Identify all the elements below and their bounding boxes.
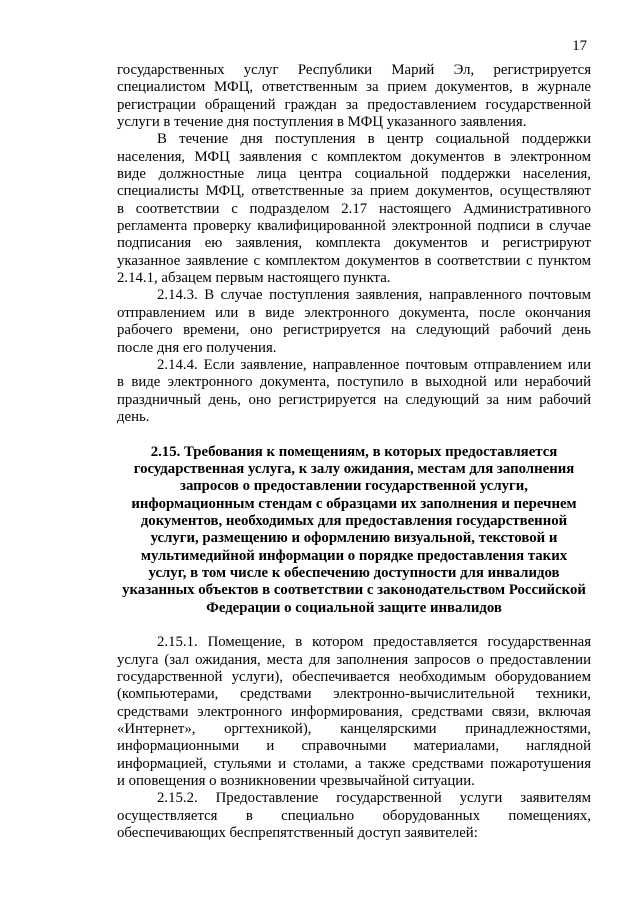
heading-line: указанных объектов в соответствии с законодательством Российской [122, 582, 586, 599]
text-line: (компьютерами, средствами электронно-вычислительной техники, [117, 686, 591, 703]
text-line: В течение дня поступления в центр социальной поддержки [157, 131, 591, 148]
text-line: виде должностные лица центра социальной поддержки населения, [117, 166, 591, 183]
text-line: «Интернет», оргтехникой), канцелярскими принадлежностями, [117, 721, 591, 738]
text-line: 2.14.3. В случае поступления заявления, направленного почтовым [157, 287, 591, 304]
heading-line: запросов о предоставлении государственной услуги, [180, 478, 528, 495]
heading-line: мультимедийной информации о порядке предоставления таких [140, 547, 568, 564]
text-line: рабочего времени, оно регистрируется на следующий рабочий день [117, 322, 591, 339]
text-line: в соответствии с подразделом 2.17 настоящего Административного [117, 200, 591, 217]
text-line: осуществляется в специально оборудованных помещениях, [117, 807, 591, 824]
text-line: праздничный день, оно регистрируется на следующий за ним рабочий [117, 391, 591, 408]
text-line: регламента проверку квалифицированной электронной подписи в случае [117, 218, 591, 235]
page-number: 17 [572, 38, 587, 54]
text-line: обеспечивающих беспрепятственный доступ заявителей: [117, 825, 478, 842]
text-line: государственных услуг Республики Марий Эл, регистрируется [117, 62, 591, 78]
text-line: специалисты МФЦ, ответственные за прием документов, осуществляют [117, 183, 591, 200]
text-line: регистрации обращений граждан за предоставлением государственной [117, 96, 591, 113]
heading-line: государственная услуга, к залу ожидания, местам для заполнения [133, 460, 575, 477]
text-line: услуги в течение дня поступления в МФЦ указанного заявления. [117, 114, 527, 131]
heading-line: Федерации о социальной защите инвалидов [206, 599, 502, 616]
text-line: и оповещения о возникновении чрезвычайной ситуации. [117, 773, 475, 790]
paragraph-2-15-2 [117, 790, 591, 842]
paragraph-2-15-1 [117, 634, 591, 790]
text-line: услуга (зал ожидания, места для заполнения запросов о предоставлении [117, 651, 591, 668]
text-line: 2.14.4. Если заявление, направленное почтовым отправлением или [157, 356, 591, 373]
text-line: подписания ею заявления, комплекта документов и регистрируют [117, 235, 591, 252]
heading-line: информационным стендам с образцами их заполнения и перечнем [131, 495, 577, 512]
text-line: 2.15.2. Предоставление государственной услуги заявителям [157, 790, 591, 807]
text-line: в виде электронного документа, поступило в выходной или нерабочий [117, 374, 591, 391]
text-line: после дня его получения. [117, 339, 277, 356]
heading-line: документов, необходимых для предоставления государственной [140, 512, 568, 529]
text-line: населения, МФЦ заявления с комплектом документов в электронном [117, 148, 591, 165]
text-line: информационными и справочными материалами, наглядной [117, 738, 591, 755]
paragraph-2-14-3 [117, 287, 591, 356]
text-line: информацией, стульями и столами, а также средствами пожаротушения [117, 755, 591, 772]
text-line: день. [117, 408, 150, 425]
section-heading-2-15 [117, 444, 591, 617]
paragraph-2-14-2-part [117, 131, 591, 287]
heading-line: услуги, размещению и оформлению визуальной, текстовой и [150, 530, 558, 547]
text-line: 2.14.1, абзацем первым настоящего пункта. [117, 270, 391, 287]
text-line: указанное заявление с комплектом документов в соответствии с пунктом [117, 252, 591, 269]
page-text [117, 62, 591, 842]
text-line: специалистом МФЦ, ответственным за прием документов, в журнале [117, 79, 591, 96]
heading-line: 2.15. Требования к помещениям, в которых предоставляется [150, 443, 558, 460]
text-line: 2.15.1. Помещение, в котором предоставляется государственная [157, 634, 591, 651]
text-line: государственной услуги), обеспечивается необходимым оборудованием [117, 669, 591, 686]
heading-line: услуг, в том числе к обеспечению доступности для инвалидов [148, 564, 560, 581]
paragraph-2-14-4 [117, 357, 591, 426]
text-line: средствами электронного информирования, средствами связи, включая [117, 703, 591, 720]
text-line: отправлением или в виде электронного документа, после окончания [117, 304, 591, 321]
paragraph-continuation [117, 62, 591, 131]
